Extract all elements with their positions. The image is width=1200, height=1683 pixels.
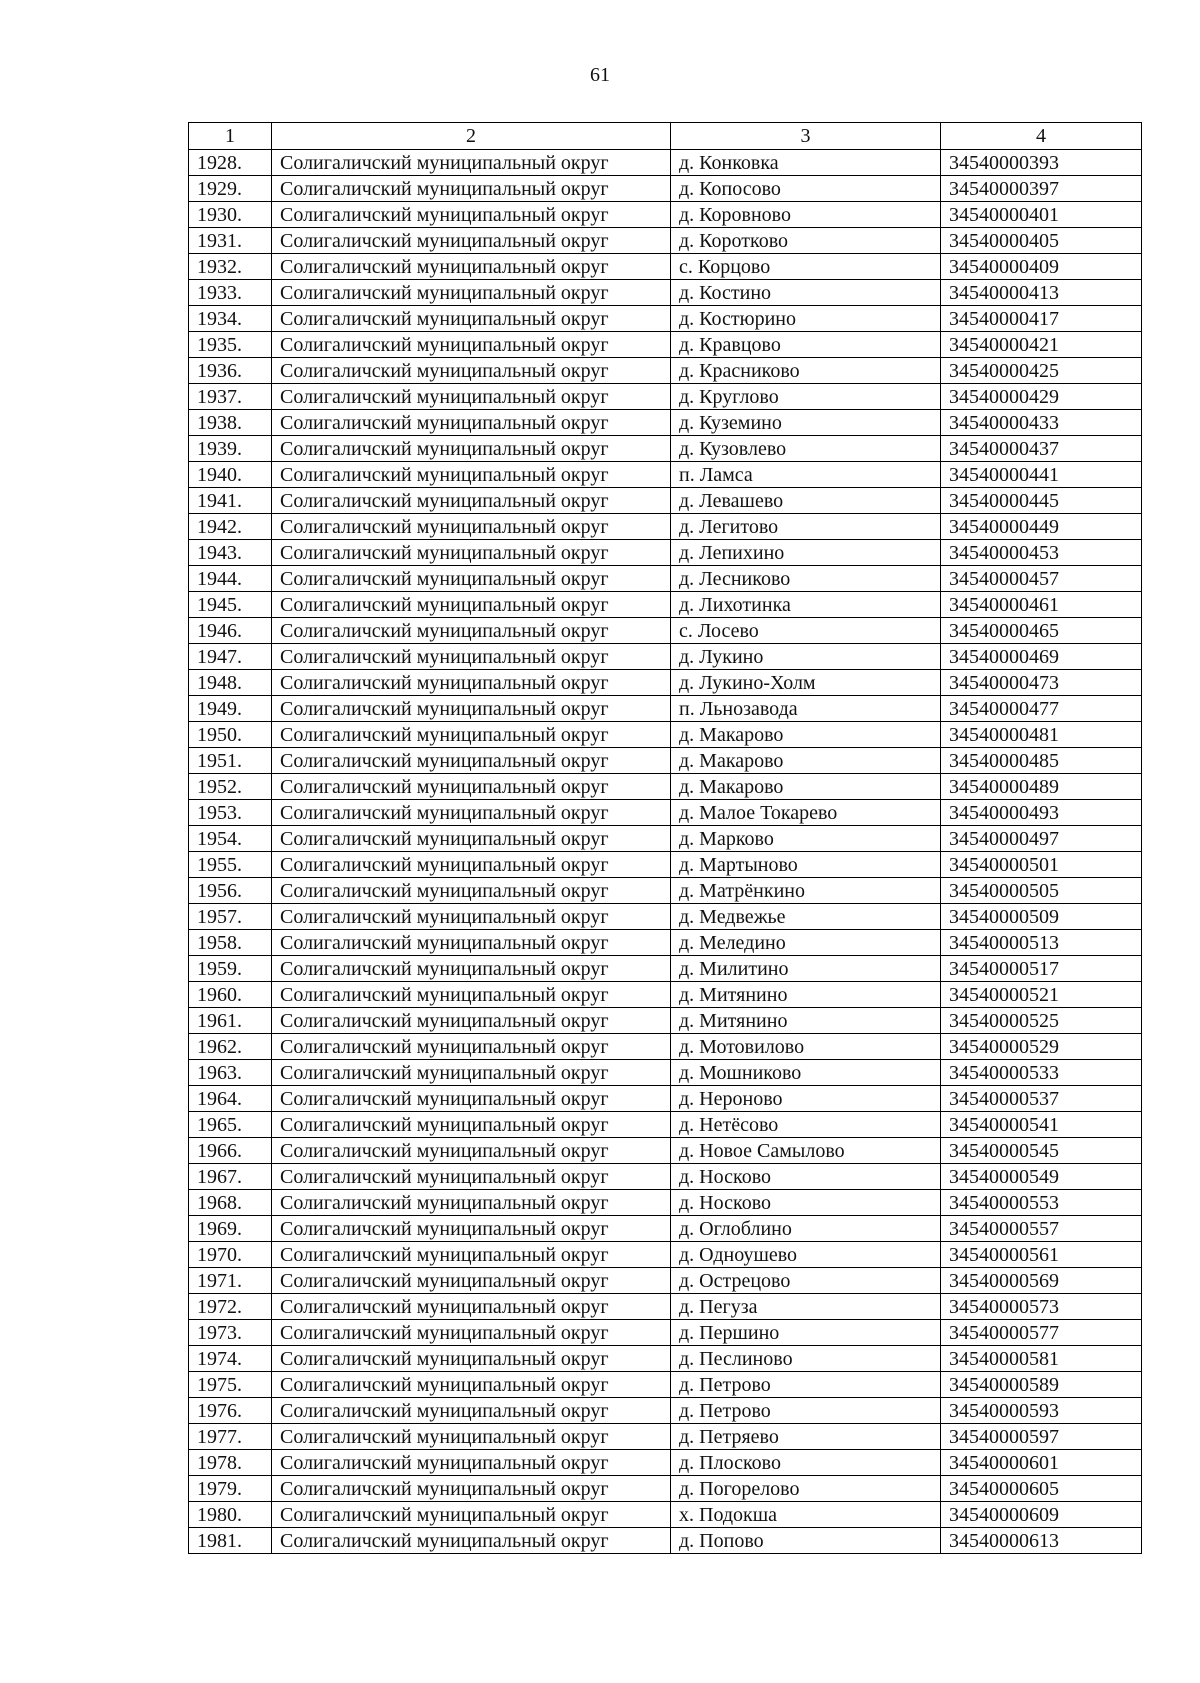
district-cell: Солигаличский муниципальный округ: [272, 852, 671, 878]
code-cell: 34540000605: [941, 1476, 1142, 1502]
settlement-cell: х. Подокша: [671, 1502, 941, 1528]
table-row: [189, 1190, 1142, 1216]
row-number-cell: 1929.: [189, 176, 272, 202]
district-cell: Солигаличский муниципальный округ: [272, 878, 671, 904]
district-cell: Солигаличский муниципальный округ: [272, 800, 671, 826]
settlement-cell: д. Лихотинка: [671, 592, 941, 618]
table-row: [189, 514, 1142, 540]
district-cell: Солигаличский муниципальный округ: [272, 774, 671, 800]
code-cell: 34540000453: [941, 540, 1142, 566]
code-cell: 34540000493: [941, 800, 1142, 826]
table-row: [189, 384, 1142, 410]
code-cell: 34540000449: [941, 514, 1142, 540]
table-row: [189, 670, 1142, 696]
table-row: [189, 1112, 1142, 1138]
row-number-cell: 1935.: [189, 332, 272, 358]
settlement-cell: д. Новое Самылово: [671, 1138, 941, 1164]
settlement-cell: д. Куземино: [671, 410, 941, 436]
table-row: [189, 1138, 1142, 1164]
page-number: 61: [590, 64, 610, 86]
row-number-cell: 1956.: [189, 878, 272, 904]
row-number-cell: 1950.: [189, 722, 272, 748]
district-cell: Солигаличский муниципальный округ: [272, 150, 671, 176]
row-number-cell: 1930.: [189, 202, 272, 228]
table-row: [189, 540, 1142, 566]
district-cell: Солигаличский муниципальный округ: [272, 176, 671, 202]
table-row: [189, 1294, 1142, 1320]
table-row: [189, 462, 1142, 488]
district-cell: Солигаличский муниципальный округ: [272, 826, 671, 852]
code-cell: 34540000581: [941, 1346, 1142, 1372]
code-cell: 34540000533: [941, 1060, 1142, 1086]
district-cell: Солигаличский муниципальный округ: [272, 696, 671, 722]
district-cell: Солигаличский муниципальный округ: [272, 1372, 671, 1398]
settlement-cell: д. Оглоблино: [671, 1216, 941, 1242]
table-row: [189, 1320, 1142, 1346]
district-cell: Солигаличский муниципальный округ: [272, 1190, 671, 1216]
row-number-cell: 1948.: [189, 670, 272, 696]
row-number-cell: 1943.: [189, 540, 272, 566]
settlement-cell: п. Ламса: [671, 462, 941, 488]
table-row: [189, 280, 1142, 306]
settlement-cell: д. Лукино: [671, 644, 941, 670]
district-cell: Солигаличский муниципальный округ: [272, 202, 671, 228]
settlement-cell: д. Легитово: [671, 514, 941, 540]
row-number-cell: 1931.: [189, 228, 272, 254]
row-number-cell: 1973.: [189, 1320, 272, 1346]
table-row: [189, 1268, 1142, 1294]
table-header: [189, 123, 1142, 150]
table-row: [189, 1450, 1142, 1476]
table-row: [189, 306, 1142, 332]
code-cell: 34540000601: [941, 1450, 1142, 1476]
row-number-cell: 1965.: [189, 1112, 272, 1138]
district-cell: Солигаличский муниципальный округ: [272, 1320, 671, 1346]
row-number-cell: 1969.: [189, 1216, 272, 1242]
settlement-cell: д. Острецово: [671, 1268, 941, 1294]
district-cell: Солигаличский муниципальный округ: [272, 670, 671, 696]
district-cell: Солигаличский муниципальный округ: [272, 540, 671, 566]
table-row: [189, 1242, 1142, 1268]
row-number-cell: 1952.: [189, 774, 272, 800]
row-number-cell: 1954.: [189, 826, 272, 852]
district-cell: Солигаличский муниципальный округ: [272, 956, 671, 982]
settlement-cell: д. Матрёнкино: [671, 878, 941, 904]
settlement-cell: д. Нероново: [671, 1086, 941, 1112]
code-cell: 34540000613: [941, 1528, 1142, 1554]
settlement-cell: д. Макарово: [671, 748, 941, 774]
table-row: [189, 1372, 1142, 1398]
table-row: [189, 566, 1142, 592]
code-cell: 34540000409: [941, 254, 1142, 280]
row-number-cell: 1932.: [189, 254, 272, 280]
settlement-cell: д. Кузовлево: [671, 436, 941, 462]
row-number-cell: 1941.: [189, 488, 272, 514]
code-cell: 34540000393: [941, 150, 1142, 176]
code-cell: 34540000553: [941, 1190, 1142, 1216]
code-cell: 34540000477: [941, 696, 1142, 722]
settlement-cell: д. Лепихино: [671, 540, 941, 566]
settlement-cell: д. Носково: [671, 1190, 941, 1216]
row-number-cell: 1937.: [189, 384, 272, 410]
row-number-cell: 1962.: [189, 1034, 272, 1060]
settlement-cell: п. Льнозавода: [671, 696, 941, 722]
code-cell: 34540000397: [941, 176, 1142, 202]
code-cell: 34540000529: [941, 1034, 1142, 1060]
table-row: [189, 488, 1142, 514]
table-row: [189, 1528, 1142, 1554]
settlement-cell: д. Петряево: [671, 1424, 941, 1450]
code-cell: 34540000557: [941, 1216, 1142, 1242]
settlement-cell: д. Петрово: [671, 1398, 941, 1424]
table-row: [189, 1398, 1142, 1424]
district-cell: Солигаличский муниципальный округ: [272, 1268, 671, 1294]
row-number-cell: 1978.: [189, 1450, 272, 1476]
district-cell: Солигаличский муниципальный округ: [272, 1242, 671, 1268]
code-cell: 34540000501: [941, 852, 1142, 878]
row-number-cell: 1933.: [189, 280, 272, 306]
row-number-cell: 1974.: [189, 1346, 272, 1372]
settlement-cell: д. Мошниково: [671, 1060, 941, 1086]
table-row: [189, 176, 1142, 202]
table-row: [189, 852, 1142, 878]
table-row: [189, 1424, 1142, 1450]
row-number-cell: 1976.: [189, 1398, 272, 1424]
settlement-cell: д. Костино: [671, 280, 941, 306]
header-col-1: 1: [189, 123, 272, 150]
table-row: [189, 878, 1142, 904]
code-cell: 34540000437: [941, 436, 1142, 462]
district-cell: Солигаличский муниципальный округ: [272, 1476, 671, 1502]
code-cell: 34540000417: [941, 306, 1142, 332]
settlement-cell: д. Пегуза: [671, 1294, 941, 1320]
district-cell: Солигаличский муниципальный округ: [272, 462, 671, 488]
row-number-cell: 1959.: [189, 956, 272, 982]
district-cell: Солигаличский муниципальный округ: [272, 228, 671, 254]
district-cell: Солигаличский муниципальный округ: [272, 1346, 671, 1372]
code-cell: 34540000569: [941, 1268, 1142, 1294]
settlement-cell: д. Макарово: [671, 722, 941, 748]
district-cell: Солигаличский муниципальный округ: [272, 566, 671, 592]
row-number-cell: 1972.: [189, 1294, 272, 1320]
settlement-cell: д. Мотовилово: [671, 1034, 941, 1060]
table-row: [189, 436, 1142, 462]
code-cell: 34540000425: [941, 358, 1142, 384]
district-cell: Солигаличский муниципальный округ: [272, 1112, 671, 1138]
row-number-cell: 1958.: [189, 930, 272, 956]
code-cell: 34540000445: [941, 488, 1142, 514]
table-row: [189, 930, 1142, 956]
code-cell: 34540000473: [941, 670, 1142, 696]
district-cell: Солигаличский муниципальный округ: [272, 1164, 671, 1190]
row-number-cell: 1947.: [189, 644, 272, 670]
settlement-cell: д. Лукино-Холм: [671, 670, 941, 696]
table-row: [189, 748, 1142, 774]
row-number-cell: 1980.: [189, 1502, 272, 1528]
row-number-cell: 1951.: [189, 748, 272, 774]
district-cell: Солигаличский муниципальный округ: [272, 1008, 671, 1034]
settlement-cell: д. Круглово: [671, 384, 941, 410]
settlement-cell: д. Погорелово: [671, 1476, 941, 1502]
row-number-cell: 1975.: [189, 1372, 272, 1398]
district-cell: Солигаличский муниципальный округ: [272, 1060, 671, 1086]
row-number-cell: 1981.: [189, 1528, 272, 1554]
table-row: [189, 982, 1142, 1008]
district-cell: Солигаличский муниципальный округ: [272, 1216, 671, 1242]
table-row: [189, 1164, 1142, 1190]
code-cell: 34540000609: [941, 1502, 1142, 1528]
row-number-cell: 1955.: [189, 852, 272, 878]
row-number-cell: 1961.: [189, 1008, 272, 1034]
settlement-cell: д. Мартыново: [671, 852, 941, 878]
settlement-cell: д. Лесниково: [671, 566, 941, 592]
district-cell: Солигаличский муниципальный округ: [272, 384, 671, 410]
row-number-cell: 1963.: [189, 1060, 272, 1086]
table-row: [189, 826, 1142, 852]
table-row: [189, 618, 1142, 644]
table-row: [189, 358, 1142, 384]
district-cell: Солигаличский муниципальный округ: [272, 332, 671, 358]
table-row: [189, 956, 1142, 982]
header-col-2: 2: [272, 123, 671, 150]
code-cell: 34540000597: [941, 1424, 1142, 1450]
district-cell: Солигаличский муниципальный округ: [272, 306, 671, 332]
row-number-cell: 1979.: [189, 1476, 272, 1502]
row-number-cell: 1936.: [189, 358, 272, 384]
code-cell: 34540000589: [941, 1372, 1142, 1398]
settlement-cell: д. Красниково: [671, 358, 941, 384]
code-cell: 34540000433: [941, 410, 1142, 436]
table-row: [189, 800, 1142, 826]
district-cell: Солигаличский муниципальный округ: [272, 1424, 671, 1450]
code-cell: 34540000513: [941, 930, 1142, 956]
row-number-cell: 1946.: [189, 618, 272, 644]
code-cell: 34540000561: [941, 1242, 1142, 1268]
settlement-cell: д. Малое Токарево: [671, 800, 941, 826]
settlement-cell: д. Марково: [671, 826, 941, 852]
settlement-cell: д. Митянино: [671, 1008, 941, 1034]
district-cell: Солигаличский муниципальный округ: [272, 930, 671, 956]
settlement-cell: д. Левашево: [671, 488, 941, 514]
code-cell: 34540000441: [941, 462, 1142, 488]
code-cell: 34540000577: [941, 1320, 1142, 1346]
settlement-cell: д. Костюрино: [671, 306, 941, 332]
code-cell: 34540000525: [941, 1008, 1142, 1034]
code-cell: 34540000545: [941, 1138, 1142, 1164]
row-number-cell: 1928.: [189, 150, 272, 176]
row-number-cell: 1949.: [189, 696, 272, 722]
district-cell: Солигаличский муниципальный округ: [272, 748, 671, 774]
table-row: [189, 1216, 1142, 1242]
table-row: [189, 1060, 1142, 1086]
code-cell: 34540000509: [941, 904, 1142, 930]
settlement-cell: д. Кравцово: [671, 332, 941, 358]
district-cell: Солигаличский муниципальный округ: [272, 644, 671, 670]
settlement-cell: д. Одноушево: [671, 1242, 941, 1268]
code-cell: 34540000541: [941, 1112, 1142, 1138]
table-row: [189, 904, 1142, 930]
row-number-cell: 1939.: [189, 436, 272, 462]
row-number-cell: 1968.: [189, 1190, 272, 1216]
code-cell: 34540000489: [941, 774, 1142, 800]
settlement-cell: д. Петрово: [671, 1372, 941, 1398]
settlements-table: [188, 122, 1142, 1554]
code-cell: 34540000461: [941, 592, 1142, 618]
table-row: [189, 644, 1142, 670]
settlement-cell: д. Песлиново: [671, 1346, 941, 1372]
code-cell: 34540000421: [941, 332, 1142, 358]
code-cell: 34540000481: [941, 722, 1142, 748]
header-col-3: 3: [671, 123, 941, 150]
district-cell: Солигаличский муниципальный округ: [272, 1034, 671, 1060]
district-cell: Солигаличский муниципальный округ: [272, 358, 671, 384]
district-cell: Солигаличский муниципальный округ: [272, 436, 671, 462]
code-cell: 34540000521: [941, 982, 1142, 1008]
district-cell: Солигаличский муниципальный округ: [272, 254, 671, 280]
row-number-cell: 1966.: [189, 1138, 272, 1164]
settlement-cell: д. Носково: [671, 1164, 941, 1190]
table-row: [189, 1346, 1142, 1372]
code-cell: 34540000405: [941, 228, 1142, 254]
row-number-cell: 1977.: [189, 1424, 272, 1450]
district-cell: Солигаличский муниципальный округ: [272, 514, 671, 540]
row-number-cell: 1953.: [189, 800, 272, 826]
settlement-cell: д. Милитино: [671, 956, 941, 982]
row-number-cell: 1938.: [189, 410, 272, 436]
table-row: [189, 1476, 1142, 1502]
table-row: [189, 696, 1142, 722]
code-cell: 34540000469: [941, 644, 1142, 670]
settlement-cell: д. Медвежье: [671, 904, 941, 930]
table-row: [189, 228, 1142, 254]
row-number-cell: 1960.: [189, 982, 272, 1008]
district-cell: Солигаличский муниципальный округ: [272, 1086, 671, 1112]
settlement-cell: с. Лосево: [671, 618, 941, 644]
district-cell: Солигаличский муниципальный округ: [272, 1502, 671, 1528]
code-cell: 34540000517: [941, 956, 1142, 982]
district-cell: Солигаличский муниципальный округ: [272, 1294, 671, 1320]
code-cell: 34540000429: [941, 384, 1142, 410]
table-row: [189, 254, 1142, 280]
settlement-cell: д. Митянино: [671, 982, 941, 1008]
district-cell: Солигаличский муниципальный округ: [272, 280, 671, 306]
table-row: [189, 1008, 1142, 1034]
row-number-cell: 1934.: [189, 306, 272, 332]
table-body: [189, 150, 1142, 1554]
settlement-cell: с. Корцово: [671, 254, 941, 280]
settlement-cell: д. Першино: [671, 1320, 941, 1346]
row-number-cell: 1967.: [189, 1164, 272, 1190]
code-cell: 34540000593: [941, 1398, 1142, 1424]
code-cell: 34540000537: [941, 1086, 1142, 1112]
table-row: [189, 410, 1142, 436]
row-number-cell: 1940.: [189, 462, 272, 488]
table-row: [189, 202, 1142, 228]
row-number-cell: 1970.: [189, 1242, 272, 1268]
table-row: [189, 1034, 1142, 1060]
row-number-cell: 1957.: [189, 904, 272, 930]
table-row: [189, 1086, 1142, 1112]
code-cell: 34540000497: [941, 826, 1142, 852]
header-row: [189, 123, 1142, 150]
settlement-cell: д. Конковка: [671, 150, 941, 176]
row-number-cell: 1944.: [189, 566, 272, 592]
row-number-cell: 1964.: [189, 1086, 272, 1112]
code-cell: 34540000485: [941, 748, 1142, 774]
code-cell: 34540000457: [941, 566, 1142, 592]
settlement-cell: д. Попово: [671, 1528, 941, 1554]
district-cell: Солигаличский муниципальный округ: [272, 1450, 671, 1476]
district-cell: Солигаличский муниципальный округ: [272, 488, 671, 514]
district-cell: Солигаличский муниципальный округ: [272, 904, 671, 930]
code-cell: 34540000465: [941, 618, 1142, 644]
header-col-4: 4: [941, 123, 1142, 150]
row-number-cell: 1971.: [189, 1268, 272, 1294]
table-row: [189, 1502, 1142, 1528]
table-row: [189, 332, 1142, 358]
district-cell: Солигаличский муниципальный округ: [272, 1138, 671, 1164]
settlement-cell: д. Коровново: [671, 202, 941, 228]
settlement-cell: д. Коротково: [671, 228, 941, 254]
code-cell: 34540000573: [941, 1294, 1142, 1320]
code-cell: 34540000413: [941, 280, 1142, 306]
table-row: [189, 150, 1142, 176]
settlement-cell: д. Макарово: [671, 774, 941, 800]
district-cell: Солигаличский муниципальный округ: [272, 1398, 671, 1424]
settlement-cell: д. Меледино: [671, 930, 941, 956]
table-row: [189, 774, 1142, 800]
code-cell: 34540000505: [941, 878, 1142, 904]
settlement-cell: д. Копосово: [671, 176, 941, 202]
district-cell: Солигаличский муниципальный округ: [272, 592, 671, 618]
district-cell: Солигаличский муниципальный округ: [272, 982, 671, 1008]
table-row: [189, 592, 1142, 618]
district-cell: Солигаличский муниципальный округ: [272, 722, 671, 748]
table-row: [189, 722, 1142, 748]
row-number-cell: 1945.: [189, 592, 272, 618]
settlement-cell: д. Нетёсово: [671, 1112, 941, 1138]
settlement-cell: д. Плосково: [671, 1450, 941, 1476]
code-cell: 34540000549: [941, 1164, 1142, 1190]
district-cell: Солигаличский муниципальный округ: [272, 410, 671, 436]
code-cell: 34540000401: [941, 202, 1142, 228]
row-number-cell: 1942.: [189, 514, 272, 540]
district-cell: Солигаличский муниципальный округ: [272, 618, 671, 644]
district-cell: Солигаличский муниципальный округ: [272, 1528, 671, 1554]
